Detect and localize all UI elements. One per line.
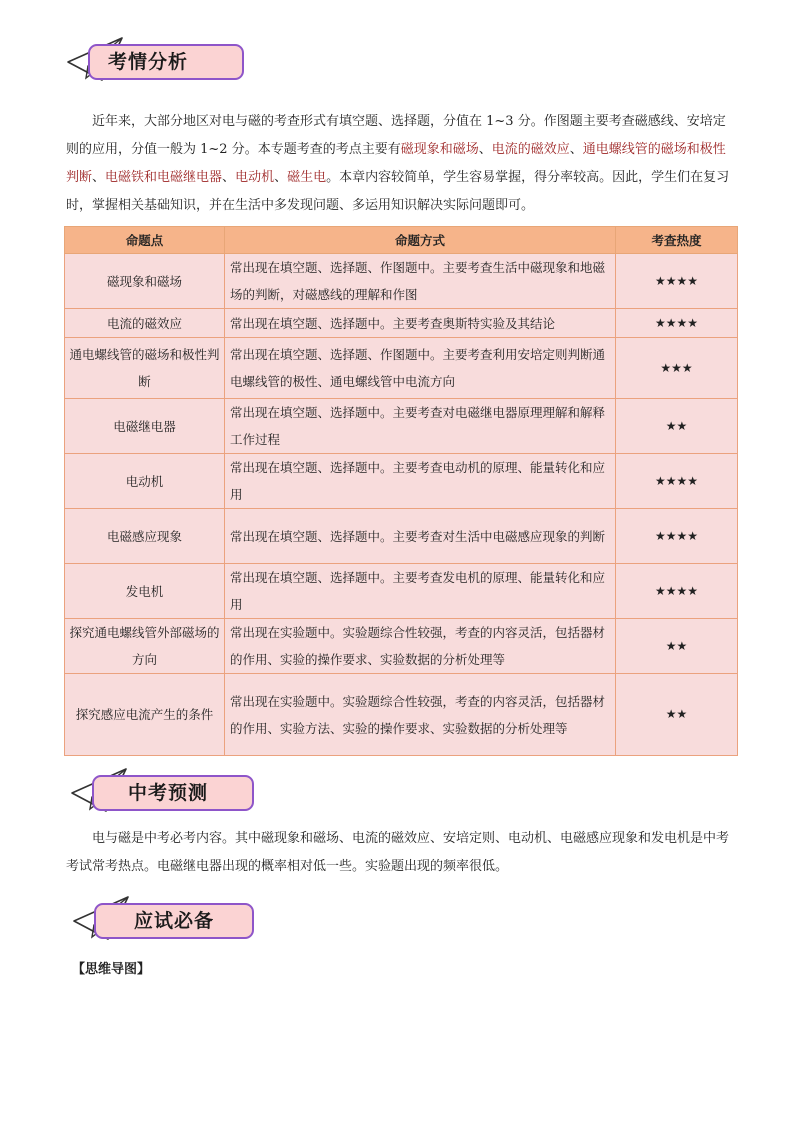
heat-rating-cell: ★★ — [616, 399, 738, 454]
intro-text: 。本章内容较简单，学生容易掌握，得分率较高。因此，学生们在复习时，掌握相关基础知识，并在生活中多发现问题、多运用知识解决实际问题即可。 — [66, 170, 730, 213]
description-cell: 常出现在填空题、选择题中。主要考查奥斯特实验及其结论 — [225, 309, 616, 338]
highlight-topic: 电动机 — [235, 170, 275, 185]
table-row — [65, 564, 738, 619]
table-row — [65, 338, 738, 399]
highlight-topic: 磁现象和磁场 — [400, 142, 479, 157]
description-cell: 常出现在填空题、选择题中。主要考查对生活中电磁感应现象的判断 — [225, 509, 616, 564]
topic-cell: 发电机 — [65, 564, 225, 619]
description-cell: 常出现在实验题中。实验题综合性较强，考查的内容灵活，包括器材的作用、实验的操作要求、实验数据的分析处理等 — [225, 619, 616, 674]
intro-punct: 、 — [222, 170, 236, 185]
section-title: 考情分析 — [108, 51, 189, 73]
intro-punct: 、 — [569, 142, 583, 157]
heat-rating-cell: ★★★★ — [616, 254, 738, 309]
section-header-exam-analysis — [66, 40, 256, 84]
topic-cell: 探究通电螺线管外部磁场的方向 — [65, 619, 225, 674]
intro-text: 近年来，大部分地区对电与磁的考查形式有填空题、选择题，分值在 1~3 分。作图题主要考查磁感线、安培定则的应用，分值一般为 1~2 分。本专题考查的考点主要有 — [66, 114, 726, 157]
intro-paragraph — [66, 108, 734, 220]
highlight-topic: 通电螺线管的磁场和极性判断 — [66, 142, 726, 185]
intro-punct: 、 — [274, 170, 288, 185]
table-header-row — [65, 227, 738, 254]
intro-punct: 、 — [92, 170, 106, 185]
topic-cell: 探究感应电流产生的条件 — [65, 674, 225, 756]
description-cell: 常出现在填空题、选择题中。主要考查发电机的原理、能量转化和应用 — [225, 564, 616, 619]
highlight-topic: 电流的磁效应 — [491, 142, 570, 157]
heat-rating-cell: ★★★★ — [616, 509, 738, 564]
table-row — [65, 509, 738, 564]
column-header: 命题方式 — [225, 227, 616, 254]
table-row — [65, 399, 738, 454]
table-row — [65, 619, 738, 674]
topic-cell: 电磁继电器 — [65, 399, 225, 454]
description-cell: 常出现在填空题、选择题中。主要考查对电磁继电器原理理解和解释工作过程 — [225, 399, 616, 454]
exam-topics-table — [64, 226, 738, 756]
prediction-paragraph: 电与磁是中考必考内容。其中磁现象和磁场、电流的磁效应、安培定则、电动机、电磁感应现象和发电机是中考考试常考热点。电磁继电器出现的概率相对低一些。实验题出现的频率很低。 — [66, 831, 730, 874]
description-cell: 常出现在填空题、选择题、作图题中。主要考查生活中磁现象和地磁场的判断，对磁感线的理解和作图 — [225, 254, 616, 309]
description-cell: 常出现在填空题、选择题中。主要考查电动机的原理、能量转化和应用 — [225, 454, 616, 509]
heat-rating-cell: ★★ — [616, 619, 738, 674]
topic-cell: 磁现象和磁场 — [65, 254, 225, 309]
mindmap-label: 【思维导图】 — [72, 962, 151, 977]
table-row — [65, 674, 738, 756]
topic-cell: 电流的磁效应 — [65, 309, 225, 338]
highlight-topic: 电磁铁和电磁继电器 — [105, 170, 223, 185]
section-title: 中考预测 — [128, 782, 209, 804]
heat-rating-cell: ★★★★ — [616, 564, 738, 619]
column-header: 命题点 — [65, 227, 225, 254]
table-row — [65, 309, 738, 338]
table-row — [65, 254, 738, 309]
section-header-exam-essentials — [72, 899, 262, 943]
intro-punct: 、 — [478, 142, 492, 157]
section-title: 应试必备 — [134, 910, 215, 932]
highlight-topic: 磁生电 — [287, 170, 327, 185]
heat-rating-cell: ★★★★ — [616, 454, 738, 509]
topic-cell: 电动机 — [65, 454, 225, 509]
column-header: 考查热度 — [616, 227, 738, 254]
description-cell: 常出现在填空题、选择题、作图题中。主要考查利用安培定则判断通电螺线管的极性、通电螺线管中电流方向 — [225, 338, 616, 399]
topic-cell: 电磁感应现象 — [65, 509, 225, 564]
heat-rating-cell: ★★★ — [616, 338, 738, 399]
table-row — [65, 454, 738, 509]
topic-cell: 通电螺线管的磁场和极性判断 — [65, 338, 225, 399]
heat-rating-cell: ★★★★ — [616, 309, 738, 338]
heat-rating-cell: ★★ — [616, 674, 738, 756]
description-cell: 常出现在实验题中。实验题综合性较强，考查的内容灵活，包括器材的作用、实验方法、实验的操作要求、实验数据的分析处理等 — [225, 674, 616, 756]
section-header-prediction — [70, 771, 260, 815]
